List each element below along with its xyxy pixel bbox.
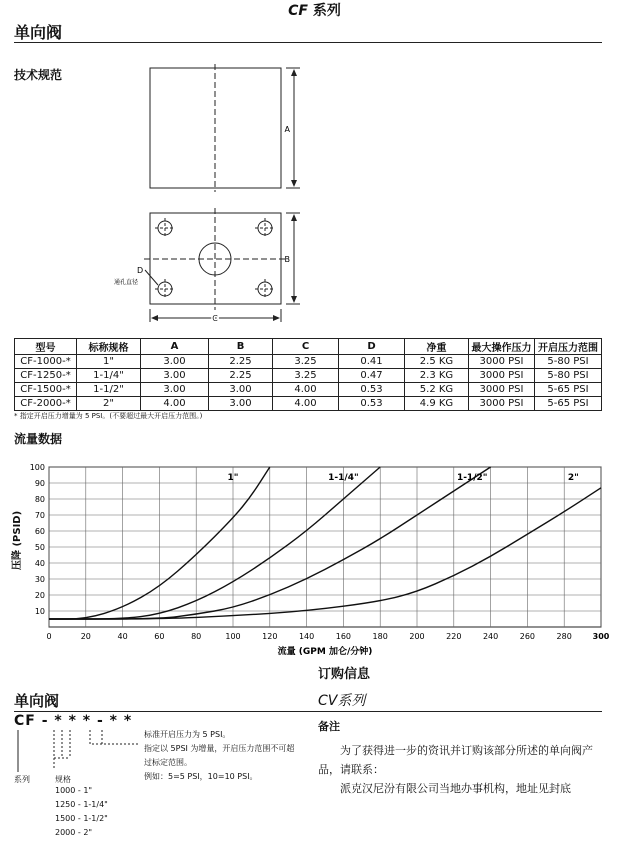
y-tick-label: 30: [34, 575, 45, 584]
y-tick-label: 20: [34, 591, 45, 600]
table-cell: 4.00: [273, 397, 339, 411]
col-header: 标称规格: [77, 339, 141, 355]
dim-d-label: D: [137, 266, 144, 275]
table-cell: 2.25: [209, 355, 273, 369]
y-tick-label: 10: [34, 607, 45, 616]
spec-section-title: 技术规范: [14, 68, 63, 82]
table-cell: 0.47: [339, 369, 405, 383]
col-header: B: [209, 339, 273, 355]
col-header: D: [339, 339, 405, 355]
table-cell: CF-1000-*: [15, 355, 77, 369]
table-cell: 1": [77, 355, 141, 369]
size-option: 1250 - 1-1/4": [55, 800, 108, 809]
order-title: 订购信息: [318, 667, 371, 682]
col-header: 开启压力范围: [535, 339, 602, 355]
x-tick-label: 300: [592, 632, 610, 641]
table-cell: 4.9 KG: [405, 397, 469, 411]
table-cell: 5-65 PSI: [535, 397, 602, 411]
series-code: CF: [288, 3, 308, 19]
table-cell: 5-65 PSI: [535, 383, 602, 397]
table-cell: CF-1250-*: [15, 369, 77, 383]
series-label: 1-1/4": [328, 472, 359, 483]
series-label: 1": [227, 472, 239, 483]
table-cell: 3.00: [209, 383, 273, 397]
series-title: [0, 0, 629, 20]
dim-b-label: B: [284, 255, 290, 264]
table-cell: 0.53: [339, 397, 405, 411]
flow-chart: [0, 455, 629, 665]
series-line: [49, 488, 601, 619]
size-option: 1000 - 1": [55, 786, 93, 795]
order-rule: [14, 711, 602, 712]
col-header: 最大操作压力: [469, 339, 535, 355]
x-tick-label: 0: [46, 632, 52, 641]
table-cell: 0.41: [339, 355, 405, 369]
y-tick-label: 50: [34, 543, 45, 552]
y-tick-label: 60: [34, 527, 45, 536]
x-tick-label: 100: [225, 632, 241, 641]
y-tick-label: 80: [34, 495, 45, 504]
x-axis-label: 流量 (GPM 加仑/分钟): [277, 647, 373, 657]
table-cell: 3000 PSI: [469, 355, 535, 369]
table-cell: 3.25: [273, 355, 339, 369]
table-cell: CF-2000-*: [15, 397, 77, 411]
x-tick-label: 260: [519, 632, 536, 641]
x-tick-label: 120: [262, 632, 278, 641]
table-cell: 5-80 PSI: [535, 369, 602, 383]
table-cell: 3.00: [141, 369, 209, 383]
y-tick-label: 100: [29, 463, 45, 472]
table-cell: 0.53: [339, 383, 405, 397]
table-cell: 1-1/2": [77, 383, 141, 397]
x-tick-label: 20: [80, 632, 91, 641]
table-cell: 2.5 KG: [405, 355, 469, 369]
table-cell: 3.25: [273, 369, 339, 383]
x-tick-label: 220: [446, 632, 462, 641]
order-desc-3: 过标定范围。: [144, 758, 192, 767]
chart-ticks: [30, 463, 610, 641]
dim-a-label: A: [284, 125, 290, 134]
dim-d-leader: [145, 270, 158, 285]
flow-section-title: 流量数据: [14, 432, 63, 446]
dim-c-label: C: [212, 314, 218, 323]
table-cell: 3.00: [209, 397, 273, 411]
series-suffix: 系列: [312, 3, 341, 19]
x-tick-label: 180: [372, 632, 388, 641]
x-tick-label: 240: [482, 632, 499, 641]
y-tick-label: 40: [34, 559, 45, 568]
table-cell: 3000 PSI: [469, 383, 535, 397]
label-series: 系列: [14, 775, 30, 784]
table-row: [15, 355, 602, 369]
col-header: C: [273, 339, 339, 355]
note-line-3: 派克汉尼汾有限公司当地办事机构，地址见封底: [340, 782, 571, 795]
table-cell: 3.00: [141, 355, 209, 369]
note-line-2: 品，请联系：: [318, 763, 384, 776]
size-option: 2000 - 2": [55, 828, 93, 837]
table-cell: 2.3 KG: [405, 369, 469, 383]
table-cell: 5.2 KG: [405, 383, 469, 397]
spec-footnote: * 指定开启压力增量为 5 PSI。(不要超过最大开启压力范围。): [14, 412, 203, 420]
table-row: [15, 397, 602, 411]
dim-d-note: 通孔直径: [114, 279, 139, 286]
page-title: 单向阀: [14, 23, 63, 42]
series-label: 2": [567, 472, 579, 483]
header-rule: [14, 42, 602, 43]
series-label: 1-1/2": [456, 472, 488, 483]
y-tick-label: 70: [34, 511, 45, 520]
col-header: 型号: [15, 339, 77, 355]
technical-drawing: [100, 60, 330, 330]
table-cell: 2.25: [209, 369, 273, 383]
table-row: [15, 369, 602, 383]
x-tick-label: 40: [117, 632, 128, 641]
table-cell: 3.00: [141, 383, 209, 397]
spec-table-header-row: [15, 339, 602, 355]
x-tick-label: 280: [556, 632, 572, 641]
y-axis-label: 压降 (PSID): [12, 510, 23, 570]
x-tick-label: 200: [409, 632, 425, 641]
order-desc-4: 例如：5=5 PSI，10=10 PSI。: [144, 772, 258, 781]
table-cell: CF-1500-*: [15, 383, 77, 397]
table-cell: 3000 PSI: [469, 397, 535, 411]
table-row: [15, 383, 602, 397]
table-cell: 4.00: [273, 383, 339, 397]
order-desc-2: 指定以 5PSI 为增量，开启压力范围不可超: [144, 744, 295, 753]
table-cell: 2": [77, 397, 141, 411]
note-line-1: 为了获得进一步的资讯并订购该部分所述的单向阀产: [340, 744, 593, 757]
table-cell: 5-80 PSI: [535, 355, 602, 369]
chart-series: [49, 467, 601, 619]
cv-series-title: CV系列: [318, 693, 366, 709]
col-header: A: [141, 339, 209, 355]
x-tick-label: 160: [335, 632, 352, 641]
col-header: 净重: [405, 339, 469, 355]
x-tick-label: 60: [154, 632, 165, 641]
x-tick-label: 140: [298, 632, 315, 641]
y-tick-label: 90: [34, 479, 45, 488]
x-tick-label: 80: [191, 632, 202, 641]
order-left-title: 单向阀: [14, 692, 60, 710]
table-cell: 4.00: [141, 397, 209, 411]
spec-table: [14, 338, 602, 411]
order-desc-1: 标准开启压力为 5 PSI。: [144, 730, 231, 739]
model-code: CF - * * * - * *: [14, 713, 133, 729]
label-size: 规格: [55, 775, 71, 784]
table-cell: 3000 PSI: [469, 369, 535, 383]
code-leaders: [14, 728, 144, 783]
table-cell: 1-1/4": [77, 369, 141, 383]
size-option: 1500 - 1-1/2": [55, 814, 108, 823]
series-line: [49, 467, 380, 619]
note-title: 备注: [318, 720, 340, 733]
